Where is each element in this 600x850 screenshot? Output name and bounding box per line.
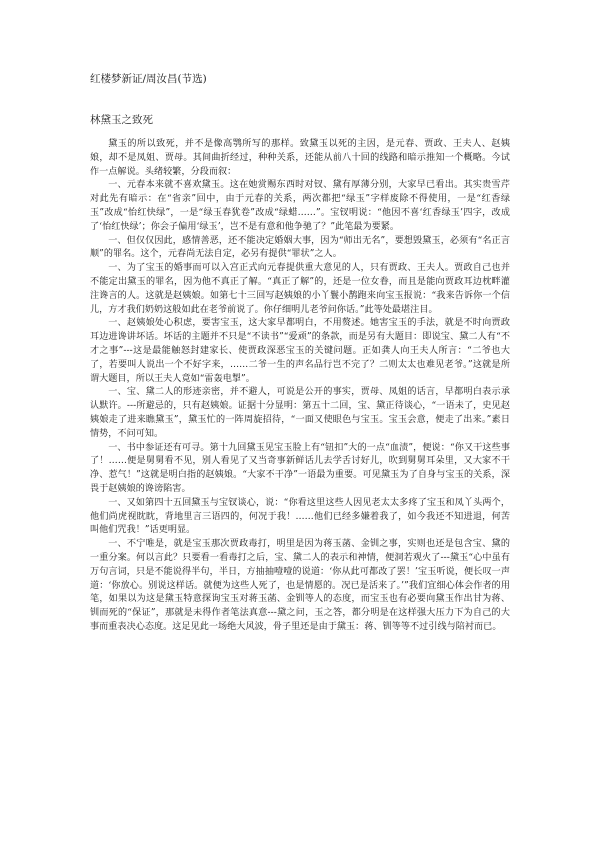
paragraph: 一、元春本来就不喜欢黛玉。这在她赏赐东西时对钗、黛有厚薄分别，大家早已看出。其实贵雪芹对此先有暗示：在“省亲”回中，由于元春的关系，两次都把“绿玉”字样废除不得使用，一是“红香绿玉”改成“怡红快绿”，一是“绿玉春犹卷”改成“绿蜡……”。宝钗明说：“他因不喜‘红香绿玉’四字，改成了‘怡红快绿’；你会子偏用‘绿玉’，岂不是有意和他争驰了？”此笔最为要紧。 [90,180,510,232]
section-title: 林黛玉之致死 [90,114,153,126]
document-title: 红楼梦新证/周汝昌(节选) [90,73,207,85]
paragraph: 一、宝、黛二人的形迹亲密，并不避人，可说是公开的事实，贾母、凤姐的话言，早都明白表示承认默许。---所避忌的，只有赵姨娘。证据十分显明：第五十二回，宝、黛正待谈心，“一语未了，史见赵姨娘走了进来瞧黛玉”，黛玉忙的一阵周旋招待，“一面又使眼色与宝玉。宝玉会意，便走了出来。”素日情势，不问可知。 [90,387,510,439]
paragraph: 一、但仅仅因此，感情善恶，还不能决定婚姻大事，因为“师出无名”，要想毁黛玉，必须有“名正言顺”的罪名。这个，元春尚无法自定，必另有提供“罪状”之人。 [90,235,510,260]
paragraph: 一、又如第四十五回黛玉与宝钗谈心，说：“你看这里这些人因见老太太多疼了宝玉和凤丫头两个，他们尚虎视眈眈，背地里言三语四的，何况于我！……他们已经多嫌着我了，如今我还不知进退，何苦叫他们咒我！”话更明显。 [90,497,510,536]
paragraph: 一、书中参证还有可寻。第十九回黛玉见宝玉脸上有“钮扣”大的一点“血渍”，便说：“你又干这些事了！……便是舅舅看不见，别人看见了又当奇事新鲜话儿去学舌讨好儿，吹到舅舅耳朵里，又大家不干净、惹气！”这就是明白指的赵姨娘。“大家不干净”一语最为重要。可见黛玉为了自身与宝玉的关系，深畏于赵姨娘的谗谤陷害。 [90,442,510,494]
paragraph: 一、不宁唯是，就是宝玉那次贾政毒打，明里是因为蒋玉菡、金钏之事，实则也还是包含宝、黛的一重分案。何以言此？只要看一看毒打之后，宝、黛二人的表示和神情，便洞若观火了---黛玉“心中虽有万句言词，只是不能说得半句，半日，方抽抽噎噎的说道：‘你从此可都改了罢！’宝玉听说，便长叹一声道：‘你放心。别说这样话。就便为这些人死了，也是情愿的。况已是活来了。’”我们宜细心体会作者的用笔，如果以为这是黛玉特意探询宝玉对蒋玉菡、金钏等人的态度，而宝玉也有必要向黛玉作出甘为蒋、钏而死的“保证”，那就是未得作者笔法真意---黛之问，玉之答，都分明是在这样强大压力下为自己的大事而重表决心态度。这足见此一场绝大风波，骨子里还是由于黛玉：蒋、钏等等不过引线与陪衬而已。 [90,539,510,632]
document-body [90,138,510,635]
paragraph: 一、为了宝玉的婚事而可以入宫正式向元春提供重大意见的人，只有贾政、王夫人。贾政自己也并不能定出黛玉的罪名，因为他不真正了解。“真正了解”的，还是一位女眷，而且是能向贾政耳边枕畔灌注谗言的人。这就是赵姨娘。如第七十三回写赵姨娘的小丫鬟小鹊跑来向宝玉报说：“我来告诉你一个信儿，方才我们奶奶这般如此在老爷前说了。你仔细明儿老爷问你话。”此等处最堪注目。 [90,263,510,315]
paragraph: 一、赵姨娘处心积虑，要害宝玉，这大家早都明白，不用赘述。她害宝玉的手法，就是不时向贾政耳边进谗讲坏话。坏话的主题并不只是“不读书”“爱顽”的条款，而是另有大题目：即说宝、黛二人有“不才之事”---这是最能触怒封建家长、使贾政深恶宝玉的关键问题。正如龚人向王夫人所言：“二爷也大了，若要叫人说出一个不好字来，……二爷一生的声名品行岂不完了？二则太太也难见老爷。”这就是所谓大题目，所以王夫人竟如“雷轰电掣”。 [90,318,510,384]
paragraph: 黛玉的所以致死，并不是像高鹗所写的那样。致黛玉以死的主因，是元春、贾政、王夫人、赵姨娘，却不是凤姐、贾母。其间曲折经过，种种关系，还能从前八十回的线路和暗示推知一个概略。今试作一点解说。头绪较繁，分段而叙： [90,139,510,177]
